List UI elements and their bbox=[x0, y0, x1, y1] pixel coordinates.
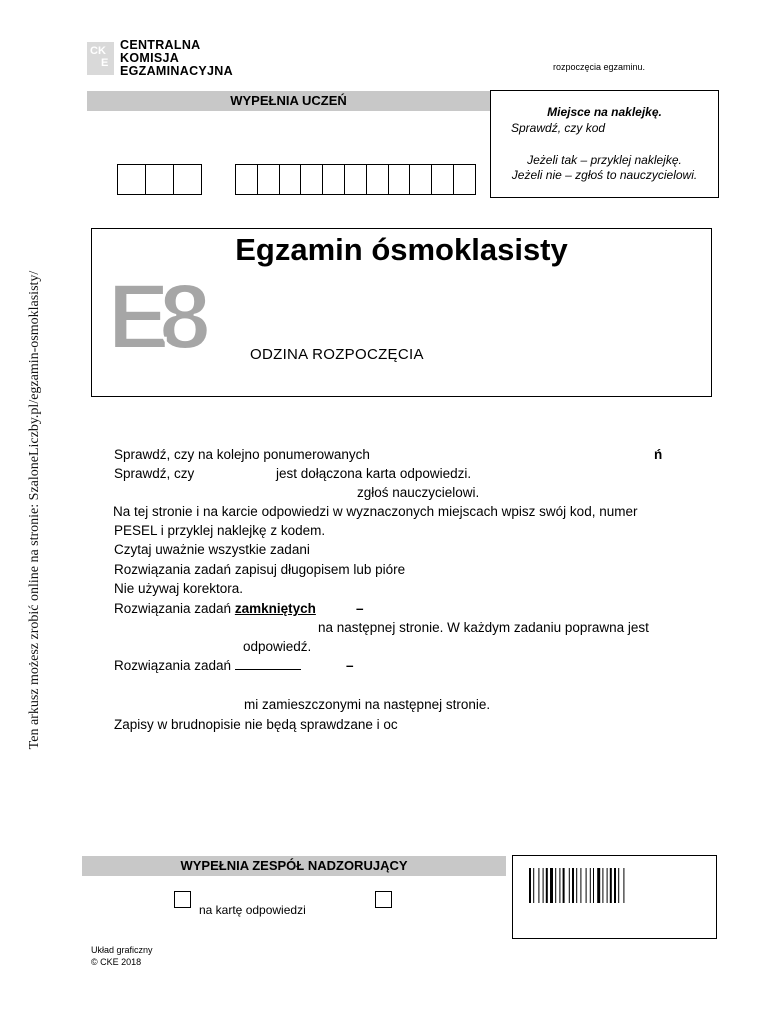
barcode-bar bbox=[559, 868, 560, 903]
closed-tasks-emphasis: zamkniętych bbox=[234, 601, 316, 616]
instruction-line-3: zgłoś nauczycielowi. bbox=[357, 485, 480, 500]
barcode-bar bbox=[538, 868, 539, 903]
logo-letter-e: E bbox=[101, 57, 109, 69]
barcode-bar bbox=[586, 868, 587, 903]
instruction-line-11: odpowiedź. bbox=[243, 639, 312, 654]
org-line-1: CENTRALNA bbox=[120, 38, 201, 52]
e8-logo-text: E8 bbox=[108, 278, 201, 354]
instruction-text: Rozwiązania zadań bbox=[114, 658, 232, 673]
barcode-bar bbox=[572, 868, 574, 903]
instruction-line-6: Czytaj uważnie wszystkie zadani bbox=[114, 542, 310, 557]
instruction-line-10: na następnej stronie. W każdym zadaniu poprawna jest bbox=[318, 620, 649, 635]
org-line-2: KOMISJA bbox=[120, 51, 180, 65]
sticker-title: Miejsce na naklejkę. bbox=[547, 105, 662, 119]
answer-card-checkbox-label: na kartę odpowiedzi bbox=[199, 903, 306, 917]
sticker-check-text: Sprawdź, czy kod bbox=[511, 121, 606, 135]
pesel-cell[interactable] bbox=[279, 164, 302, 195]
side-watermark-text: Ten arkusz możesz zrobić online na stronie: SzaloneLiczby.pl/egzamin-osmoklasisty/ bbox=[27, 270, 42, 750]
barcode-box bbox=[512, 855, 717, 939]
pesel-grid[interactable] bbox=[235, 164, 476, 195]
barcode-bar bbox=[593, 868, 594, 903]
instruction-line-5: PESEL i przyklej naklejkę z kodem. bbox=[114, 523, 326, 538]
instruction-line-9-dash: – bbox=[356, 601, 364, 616]
instruction-line-13: mi zamieszczonymi na następnej stronie. bbox=[244, 697, 491, 712]
code-cell[interactable] bbox=[145, 164, 174, 195]
barcode-bar bbox=[569, 868, 570, 903]
barcode-bar bbox=[623, 868, 624, 903]
barcode-bar bbox=[614, 868, 616, 903]
exam-title-box bbox=[91, 228, 712, 397]
student-code-grid[interactable] bbox=[117, 164, 202, 195]
pesel-cell[interactable] bbox=[344, 164, 367, 195]
instruction-line-4: Na tej stronie i na karcie odpowiedzi w wyznaczonych miejscach wpisz swój kod, numer bbox=[113, 504, 638, 519]
barcode-bar bbox=[576, 868, 577, 903]
barcode-bar bbox=[543, 868, 544, 903]
cke-organization-name bbox=[120, 39, 233, 78]
second-checkbox[interactable] bbox=[375, 891, 392, 908]
blank-underline bbox=[235, 658, 301, 670]
barcode-icon bbox=[513, 856, 715, 937]
supervisor-section-label: WYPEŁNIA ZESPÓŁ NADZORUJĄCY bbox=[180, 858, 408, 873]
student-section-bar bbox=[87, 91, 490, 111]
barcode-bar bbox=[618, 868, 619, 903]
pesel-cell[interactable] bbox=[257, 164, 280, 195]
instruction-line-14: Zapisy w brudnopisie nie będą sprawdzane i oc bbox=[114, 717, 398, 732]
instruction-text: Sprawdź, czy na kolejno ponumerowanych bbox=[114, 447, 370, 462]
pesel-cell[interactable] bbox=[366, 164, 389, 195]
barcode-bar bbox=[563, 868, 565, 903]
sticker-if-yes: Jeżeli tak – przyklej naklejkę. bbox=[527, 153, 682, 167]
instruction-line-9 bbox=[114, 601, 316, 616]
logo-letters-ck: CK bbox=[90, 45, 106, 57]
cke-logo-mark bbox=[87, 42, 114, 75]
barcode-bar bbox=[607, 868, 608, 903]
pesel-cell[interactable] bbox=[453, 164, 476, 195]
sticker-if-no: Jeżeli nie – zgłoś to nauczycielowi. bbox=[511, 168, 698, 182]
start-hour-label: ODZINA ROZPOCZĘCIA bbox=[250, 346, 424, 363]
sticker-placeholder bbox=[490, 90, 719, 198]
pesel-cell[interactable] bbox=[409, 164, 432, 195]
barcode-bar bbox=[529, 868, 531, 903]
instruction-line-2a: Sprawdź, czy bbox=[114, 466, 195, 481]
student-section-label: WYPEŁNIA UCZEŃ bbox=[230, 93, 347, 108]
pesel-cell[interactable] bbox=[235, 164, 258, 195]
answer-card-checkbox[interactable] bbox=[174, 891, 191, 908]
instruction-line-8: Nie używaj korektora. bbox=[114, 581, 244, 596]
barcode-bar bbox=[602, 868, 603, 903]
barcode-bar bbox=[610, 868, 612, 903]
footer-line-2: © CKE 2018 bbox=[91, 957, 142, 967]
org-line-3: EGZAMINACYJNA bbox=[120, 64, 233, 78]
barcode-bar bbox=[550, 868, 553, 903]
code-cell[interactable] bbox=[173, 164, 202, 195]
e8-logo bbox=[108, 278, 218, 354]
instruction-line-1 bbox=[114, 447, 370, 462]
pesel-cell[interactable] bbox=[388, 164, 411, 195]
top-right-note: rozpoczęcia egzaminu. bbox=[553, 62, 646, 72]
footer bbox=[91, 944, 153, 968]
barcode-bar bbox=[533, 868, 534, 903]
barcode-bar bbox=[580, 868, 581, 903]
barcode-bar bbox=[546, 868, 548, 903]
code-cell[interactable] bbox=[117, 164, 146, 195]
barcode-bar bbox=[555, 868, 556, 903]
instruction-line-12 bbox=[114, 658, 301, 673]
barcode-bar bbox=[597, 868, 600, 903]
instruction-line-12-dash: – bbox=[346, 658, 354, 673]
instruction-text: Rozwiązania zadań bbox=[114, 601, 232, 616]
supervisor-section-bar bbox=[82, 856, 506, 876]
barcode-bar bbox=[590, 868, 591, 903]
instruction-line-1-end: ń bbox=[654, 447, 663, 462]
pesel-cell[interactable] bbox=[300, 164, 323, 195]
footer-line-1: Układ graficzny bbox=[91, 945, 153, 955]
instruction-line-7: Rozwiązania zadań zapisuj długopisem lub pióre bbox=[114, 562, 406, 577]
pesel-cell[interactable] bbox=[431, 164, 454, 195]
instruction-line-2b: jest dołączona karta odpowiedzi. bbox=[276, 466, 472, 481]
exam-title: Egzamin ósmoklasisty bbox=[235, 232, 568, 267]
pesel-cell[interactable] bbox=[322, 164, 345, 195]
